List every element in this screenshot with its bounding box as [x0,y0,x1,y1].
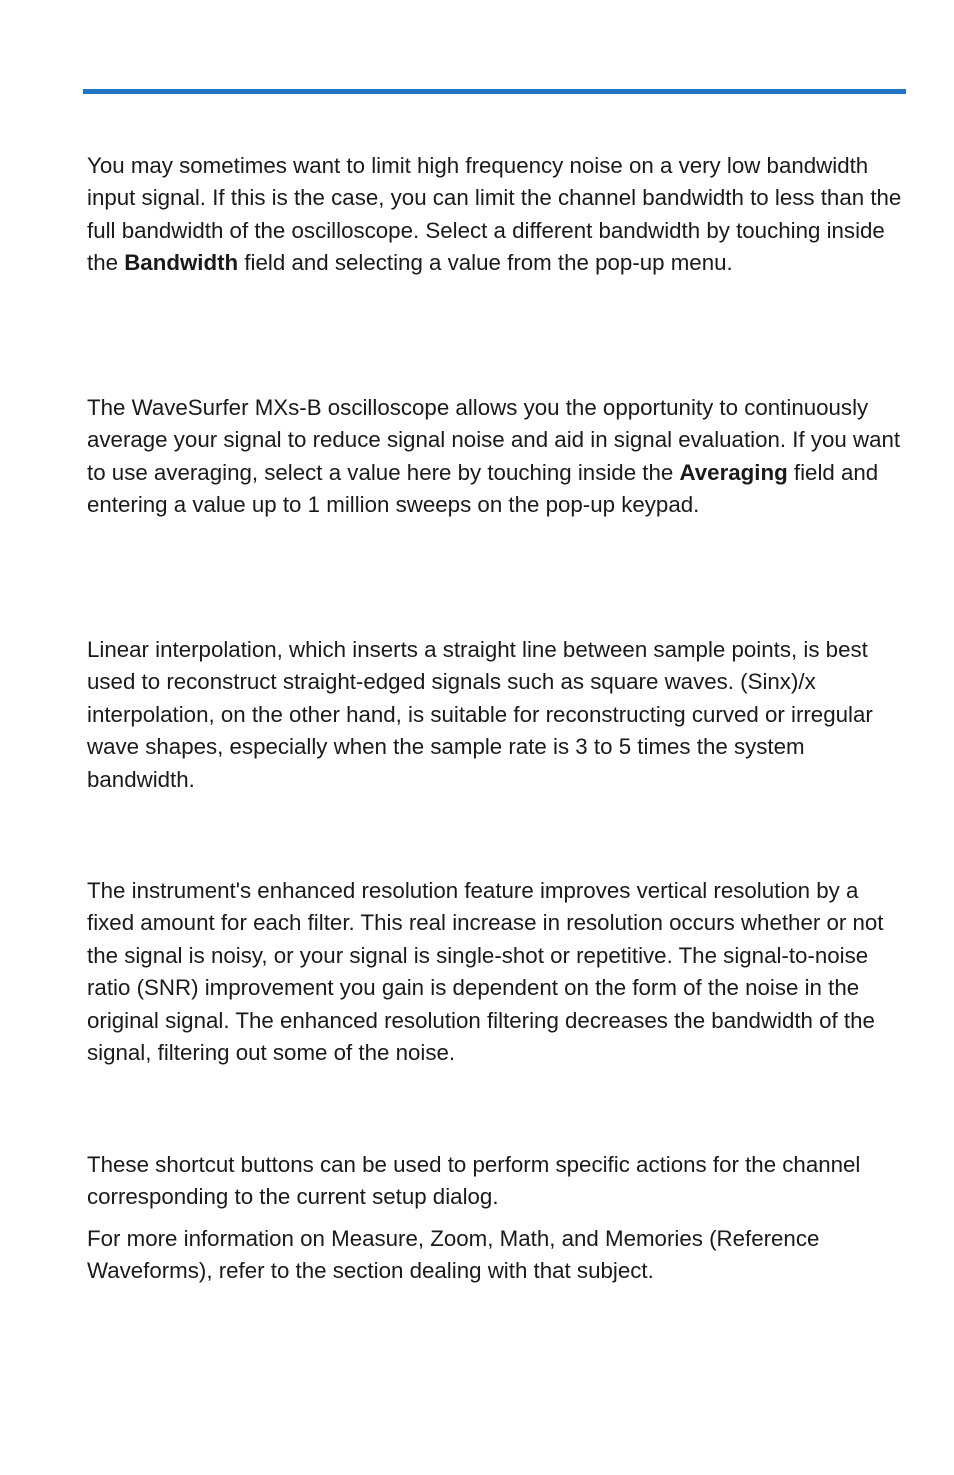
interpolation-paragraph: Linear interpolation, which inserts a straight line between sample points, is best used to reconstruct straight-edged signals such as square waves. (Sinx)/x interpolation, on the other hand, is suitable for reconstructing curved or irregular wave shapes, especially when the sample rate is 3 to 5 times the system bandwidth. [87,637,873,792]
averaging-text-after: field and entering a value up to 1 million sweeps on the pop-up keypad. [87,459,879,518]
bandwidth-text-after: field and selecting a value from the pop-up menu. [238,250,733,276]
averaging-paragraph [87,392,907,522]
bandwidth-section [87,150,907,280]
bandwidth-text-before: You may sometimes want to limit high frequency noise on a very low bandwidth input signal. If this is the case, you can limit the channel bandwidth to less than the full bandwidth of the oscilloscope. Select a different bandwidth by touching inside the [87,153,902,276]
header-rule [83,89,906,94]
shortcuts-section [87,1149,907,1288]
averaging-text-before: The WaveSurfer MXs-B oscilloscope allows you the opportunity to continuously average your signal to reduce signal noise and aid in signal evaluation. If you want to use averaging, select a value here by touching inside the [87,395,901,485]
averaging-section [87,392,907,522]
enhanced-resolution-paragraph: The instrument's enhanced resolution feature improves vertical resolution by a fixed amount for each filter. This real increase in resolution occurs whether or not the signal is noisy, or your signal is single-shot or repetitive. The signal-to-noise ratio (SNR) improvement you gain is dependent on the form of the noise in the original signal. The enhanced resolution filtering decreases the bandwidth of the signal, filtering out some of the noise. [87,878,884,1066]
averaging-field-name: Averaging [679,459,788,485]
bandwidth-paragraph [87,150,907,280]
shortcuts-reference-paragraph: For more information on Measure, Zoom, Math, and Memories (Reference Waveforms), refer to the section dealing with that subject. [87,1225,820,1284]
shortcuts-paragraph: These shortcut buttons can be used to perform specific actions for the channel corresponding to the current setup dialog. [87,1152,861,1210]
interpolation-section [87,634,907,796]
enhanced-resolution-section [87,875,907,1069]
bandwidth-field-name: Bandwidth [124,250,239,276]
